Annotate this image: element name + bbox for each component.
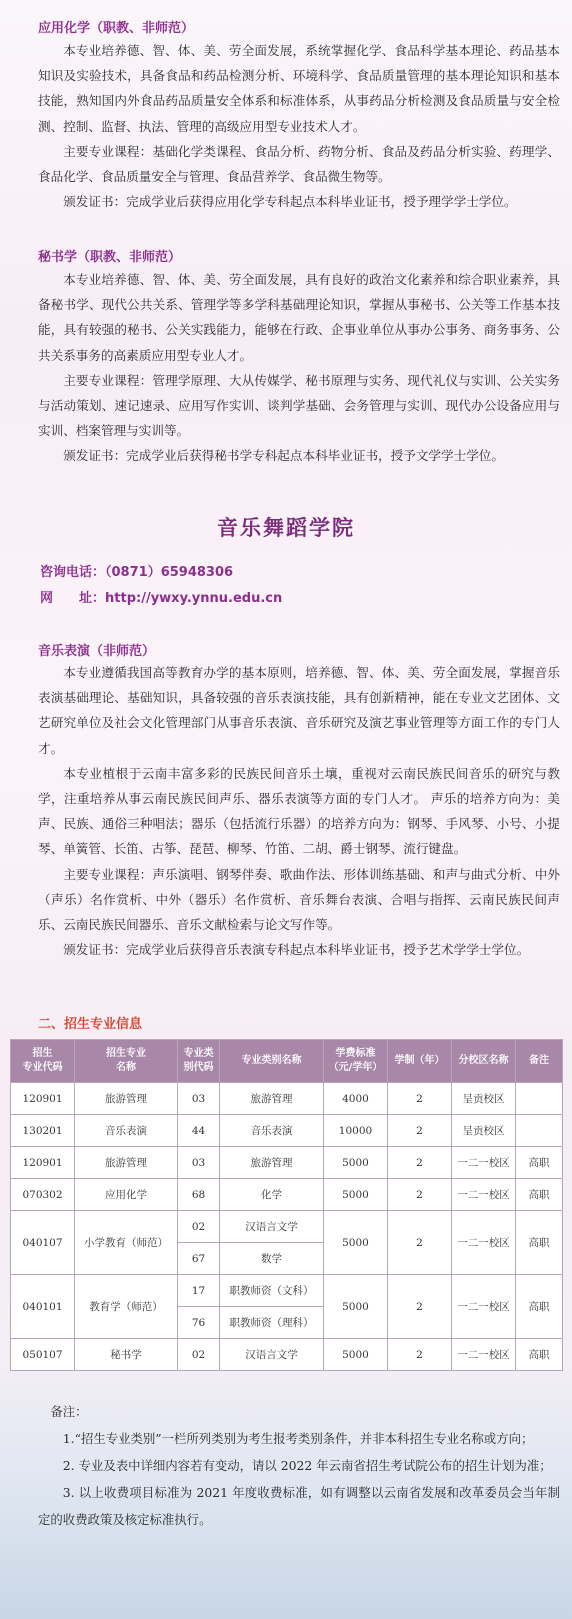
cell-campus: 呈贡校区 [452,1115,516,1147]
section-body-music [38,660,560,962]
cell-category-code: 76 [178,1307,220,1339]
cell-category-name: 职教师资（文科） [220,1275,324,1307]
cell-note [516,1083,563,1115]
cell-category-name: 旅游管理 [220,1083,324,1115]
section-title-music: 音乐表演（非师范） [38,644,156,659]
cell-note: 高职 [516,1147,563,1179]
cell-tuition: 5000 [324,1275,388,1339]
cell-major-code: 050107 [11,1339,75,1371]
section-title-applied-chemistry: 应用化学（职教、非师范） [38,21,195,36]
cell-tuition: 5000 [324,1211,388,1275]
cell-tuition: 5000 [324,1179,388,1211]
cell-category-code: 68 [178,1179,220,1211]
cell-category-name: 汉语言文学 [220,1339,324,1371]
paragraph: 本专业培养德、智、体、美、劳全面发展，具有良好的政治文化素养和综合职业素养，具备秘书学、现代公共关系、管理学等多学科基础理论知识，掌握从事秘书、公关等工作基本技能，具有较强的秘书、公关实践能力，能够在行政、企事业单位从事办公事务、商务事务、公共关系事务的高素质应用型专业人才。 [38,272,560,363]
section-body-secretary [38,267,560,469]
cell-duration: 2 [388,1275,452,1339]
cell-major-name: 旅游管理 [75,1147,178,1179]
note-item: 3. 以上收费项目标准为 2021 年度收费标准，如有调整以云南省发展和改革委员会当年制定的收费政策及核定标准执行。 [38,1485,560,1527]
table-header-row [11,1040,563,1083]
cell-major-name: 小学教育（师范） [75,1211,178,1275]
cell-tuition: 10000 [324,1115,388,1147]
cell-major-name: 音乐表演 [75,1115,178,1147]
paragraph: 颁发证书：完成学业后获得应用化学专科起点本科毕业证书，授予理学学士学位。 [63,194,517,210]
header-major-code: 招生 专业代码 [11,1040,75,1083]
cell-tuition: 5000 [324,1339,388,1371]
header-category-code: 专业类 别代码 [178,1040,220,1083]
header-category-name: 专业类别名称 [220,1040,324,1083]
cell-campus: 一二一校区 [452,1211,516,1275]
cell-duration: 2 [388,1083,452,1115]
cell-note: 高职 [516,1339,563,1371]
cell-tuition: 5000 [324,1147,388,1179]
paragraph: 主要专业课程：基础化学类课程、食品分析、药物分析、食品及药品分析实验、药理学、食品化学、食品质量安全与管理、食品营养学、食品微生物等。 [38,143,560,185]
cell-duration: 2 [388,1179,452,1211]
cell-campus: 一二一校区 [452,1275,516,1339]
paragraph: 主要专业课程：声乐演唱、钢琴伴奏、歌曲作法、形体训练基础、和声与曲式分析、中外（声乐）名作赏析、中外（器乐）名作赏析、音乐舞台表演、合唱与指挥、云南民族民间声乐、云南民族民间器乐、音乐文献检索与论文写作等。 [38,866,560,933]
paragraph: 本专业培养德、智、体、美、劳全面发展，系统掌握化学、食品科学基本理论、药品基本知识及实验技术，具备食品和药品检测分析、环境科学、食品质量管理的基本理论知识和基本技能，熟知国内外食品药品质量安全体系和标准体系，从事药品分析检测及食品质量与安全检测、控制、监督、执法、管理的高级应用型专业技术人才。 [38,43,560,134]
note-item: 2. 专业及表中详细内容若有变动，请以 2022 年云南省招生考试院公布的招生计划为准； [62,1458,552,1473]
cell-category-code: 03 [178,1083,220,1115]
cell-duration: 2 [388,1147,452,1179]
college-title: 音乐舞蹈学院 [217,516,355,540]
cell-campus: 一二一校区 [452,1179,516,1211]
table-row [11,1083,563,1115]
header-tuition: 学费标准 （元/学年） [324,1040,388,1083]
cell-note [516,1115,563,1147]
notes-heading: 备注： [50,1404,88,1419]
paragraph: 颁发证书：完成学业后获得音乐表演专科起点本科毕业证书，授予艺术学学士学位。 [63,942,530,958]
section-body-applied-chemistry [38,38,560,214]
cell-category-code: 02 [178,1339,220,1371]
cell-note: 高职 [516,1211,563,1275]
phone-number: （0871）65948306 [105,565,234,580]
cell-category-name: 汉语言文学 [220,1211,324,1243]
cell-major-code: 040107 [11,1211,75,1275]
table-row [11,1115,563,1147]
table-row [11,1275,563,1307]
cell-campus: 一二一校区 [452,1339,516,1371]
cell-major-code: 040101 [11,1275,75,1339]
cell-campus: 呈贡校区 [452,1083,516,1115]
contact-phone [40,561,233,580]
cell-major-code: 120901 [11,1147,75,1179]
header-major-name: 招生专业 名称 [75,1040,178,1083]
cell-major-code: 070302 [11,1179,75,1211]
phone-label: 咨询电话： [40,565,106,580]
note-item: 1.“招生专业类别”一栏所列类别为考生报考类别条件，并非本科招生专业名称或方向； [62,1431,534,1446]
cell-category-name: 化学 [220,1179,324,1211]
cell-category-code: 67 [178,1243,220,1275]
cell-category-code: 44 [178,1115,220,1147]
table-row [11,1339,563,1371]
cell-note: 高职 [516,1179,563,1211]
cell-category-code: 03 [178,1147,220,1179]
table-row [11,1179,563,1211]
header-campus: 分校区名称 [452,1040,516,1083]
paragraph: 本专业植根于云南丰富多彩的民族民间音乐土壤，重视对云南民族民间音乐的研究与教学，注重培养从事云南民族民间声乐、器乐表演等方面的专门人才。 声乐的培养方向为：美声、民族、通俗三种唱法；器乐（包括流行乐器）的培养方向为：钢琴、手风琴、小号、小提琴、单簧管、长笛、古筝、琵琶、柳琴、竹笛、二胡、爵士钢琴、流行键盘。 [38,765,560,857]
cell-duration: 2 [388,1211,452,1275]
cell-category-code: 17 [178,1275,220,1307]
header-duration: 学制（年） [388,1040,452,1083]
paragraph: 本专业遵循我国高等教育办学的基本原则，培养德、智、体、美、劳全面发展，掌握音乐表演基础理论、基础知识，具备较强的音乐表演技能，具有创新精神，能在专业文艺团体、文艺研究单位及社会文化管理部门从事音乐表演、音乐研究及演艺事业管理等方面工作的专门人才。 [38,665,560,756]
table-row [11,1147,563,1179]
cell-duration: 2 [388,1115,452,1147]
paragraph: 颁发证书：完成学业后获得秘书学专科起点本科毕业证书，授予文学学士学位。 [63,448,504,464]
cell-category-name: 数学 [220,1243,324,1275]
notes [38,1398,560,1533]
website-label: 网 址： [40,591,106,606]
paragraph: 主要专业课程：管理学原理、大从传媒学、秘书原理与实务、现代礼仪与实训、公关实务与活动策划、速记速录、应用写作实训、谈判学基础、会务管理与实训、现代办公设备应用与实训、档案管理与实训等。 [38,372,560,439]
cell-major-name: 秘书学 [75,1339,178,1371]
cell-major-name: 应用化学 [75,1179,178,1211]
admission-info-heading: 二、招生专业信息 [38,1017,143,1032]
table-row [11,1211,563,1243]
cell-category-name: 音乐表演 [220,1115,324,1147]
website-link[interactable]: http://ywxy.ynnu.edu.cn [105,591,283,606]
cell-major-name: 旅游管理 [75,1083,178,1115]
cell-major-code: 120901 [11,1083,75,1115]
admission-table [10,1039,563,1371]
cell-major-name: 教育学（师范） [75,1275,178,1339]
cell-campus: 一二一校区 [452,1147,516,1179]
cell-category-name: 旅游管理 [220,1147,324,1179]
cell-category-name: 职教师资（理科） [220,1307,324,1339]
cell-category-code: 02 [178,1211,220,1243]
cell-note: 高职 [516,1275,563,1339]
cell-major-code: 130201 [11,1115,75,1147]
cell-duration: 2 [388,1339,452,1371]
header-note: 备注 [516,1040,563,1083]
contact-website [40,587,282,606]
section-title-secretary: 秘书学（职教、非师范） [38,250,182,265]
cell-tuition: 4000 [324,1083,388,1115]
